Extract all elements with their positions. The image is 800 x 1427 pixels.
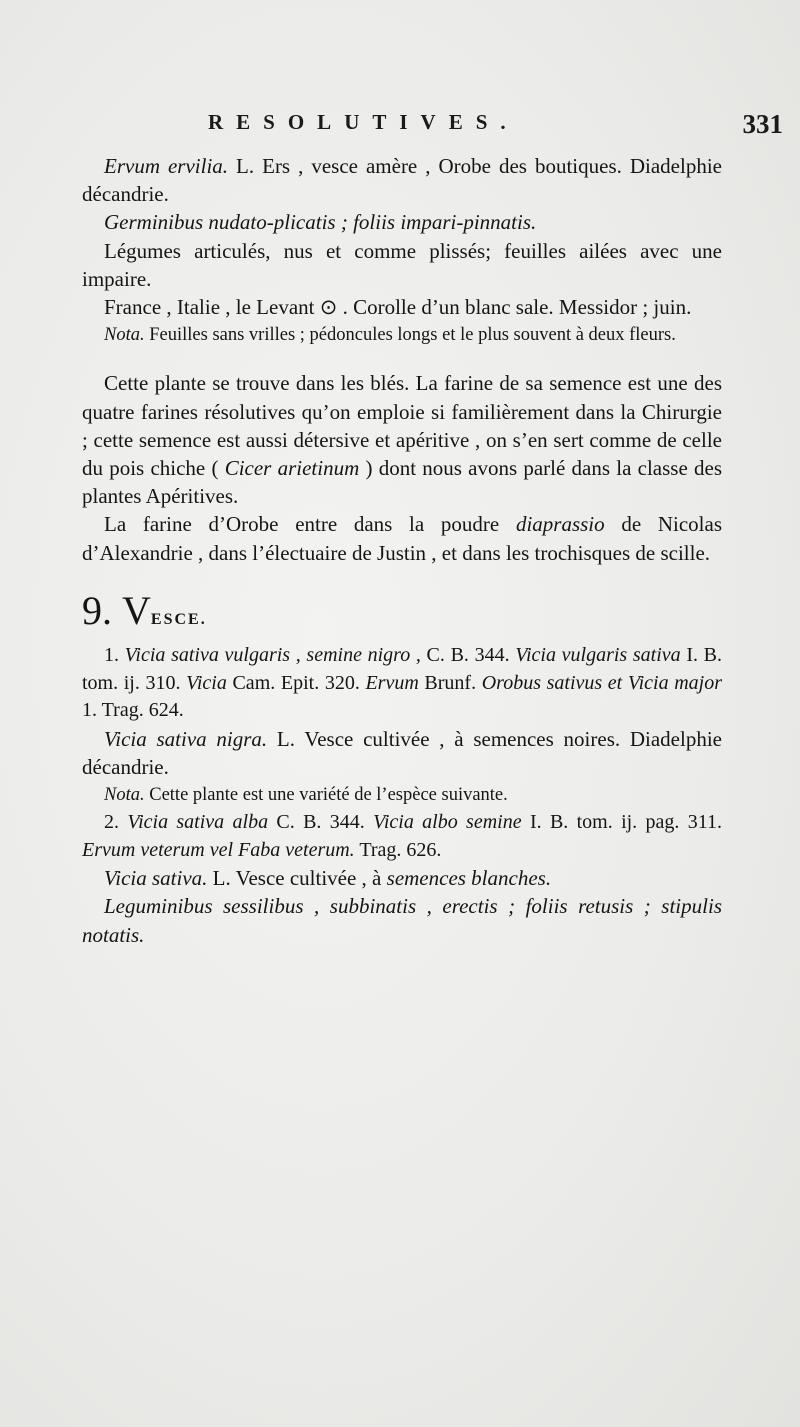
citation: Trag. 626. xyxy=(354,838,442,861)
latin-name: Vicia xyxy=(186,671,227,694)
citation: 1. Trag. 624. xyxy=(82,699,184,722)
entry-ervum-ervilia xyxy=(82,152,722,208)
spacer xyxy=(82,349,722,369)
nota-text: Feuilles sans vrilles ; pédoncules longs et le plus souvent à deux fleurs. xyxy=(144,325,676,346)
entry-text: L. Vesce cultivée , à xyxy=(207,866,387,891)
page-body xyxy=(82,152,722,949)
running-head: RESOLUTIVES. xyxy=(208,110,519,134)
page-number: 331 xyxy=(742,109,783,139)
citation: C. B. 344. xyxy=(420,644,516,667)
reference-number: 2. xyxy=(104,811,128,834)
reference-number: 1. xyxy=(104,644,125,667)
entry-text-italic: semences blanches. xyxy=(386,866,552,891)
nota-text: Cette plante est une variété de l’espèce suivante. xyxy=(144,784,508,805)
section-number: 9. xyxy=(82,587,112,633)
citation: I. B. tom. ij. 310. xyxy=(82,644,723,694)
reference-2-description xyxy=(82,864,722,892)
latin-name: Ervum veterum vel Faba veterum. xyxy=(82,838,355,861)
latin-name: Cicer arietinum xyxy=(224,456,360,481)
latin-name: Vicia vulgaris sativa xyxy=(515,644,681,667)
citation: Brunf. xyxy=(418,671,482,694)
paragraph-text: ) dont nous avons parlé dans la classe des plantes Apéritives. xyxy=(82,456,723,509)
latin-name: Ervum xyxy=(365,671,419,694)
body-paragraph-2 xyxy=(82,510,722,566)
latin-name: Vicia sativa alba xyxy=(127,811,269,834)
paragraph-text: La farine d’Orobe entre dans la poudre xyxy=(104,512,516,537)
latin-name: Vicia sativa nigra. xyxy=(104,726,268,751)
citation: C. B. 344. xyxy=(268,811,374,834)
latin-description: Germinibus nudato-plicatis ; foliis impari-pinnatis. xyxy=(104,210,537,235)
latin-description-2: Leguminibus sessilibus , subbinatis , erectis ; foliis retusis ; stipulis notatis. xyxy=(82,894,722,947)
body-paragraph-1 xyxy=(82,369,722,510)
nota-paragraph xyxy=(82,321,722,349)
citation: I. B. tom. ij. pag. 311. xyxy=(521,811,722,834)
french-description: Légumes articulés, nus et comme plissés; feuilles ailées avec une impaire. xyxy=(82,238,722,291)
nota-label: Nota. xyxy=(104,784,145,805)
section-heading xyxy=(82,587,722,634)
section-title: ESCE. xyxy=(150,610,207,628)
page-header xyxy=(208,109,783,139)
nota-label: Nota. xyxy=(104,325,145,346)
paragraph-text: Cette plante se trouve dans les blés. La farine de sa semence est une des quatre farines résolutives qu’on emploie si familièrement dans la Chirurgie ; cette semence est aussi détersive et apéritive , on s’en sert comme de celle du pois chiche ( xyxy=(82,371,722,481)
entry-text: L. Ers , vesce amère , Orobe des boutiques. Diadelphie décandrie. xyxy=(82,154,722,207)
paragraph-text: de Nicolas d’Alexandrie , dans l’électuaire de Justin , et dans les trochisques de scille. xyxy=(82,512,722,565)
latin-term: diaprassio xyxy=(515,512,605,537)
habitat-line: France , Italie , le Levant ⊙ . Corolle d’un blanc sale. Messidor ; juin. xyxy=(104,295,692,320)
nota-paragraph-2 xyxy=(82,781,722,809)
section-initial: V xyxy=(122,587,151,633)
latin-name: Vicia sativa. xyxy=(104,866,208,891)
latin-name: Ervum ervilia. xyxy=(104,154,229,178)
reference-1 xyxy=(82,642,722,725)
entry-text: L. Vesce cultivée , à semences noires. Diadelphie décandrie. xyxy=(82,726,722,779)
latin-name: Vicia albo semine xyxy=(373,811,522,834)
reference-1-description xyxy=(82,725,722,781)
reference-2 xyxy=(82,809,722,864)
citation: Cam. Epit. 320. xyxy=(226,671,366,694)
latin-name: Orobus sativus et Vicia major xyxy=(481,671,722,694)
latin-name: Vicia sativa vulgaris , semine nigro , xyxy=(124,644,421,667)
